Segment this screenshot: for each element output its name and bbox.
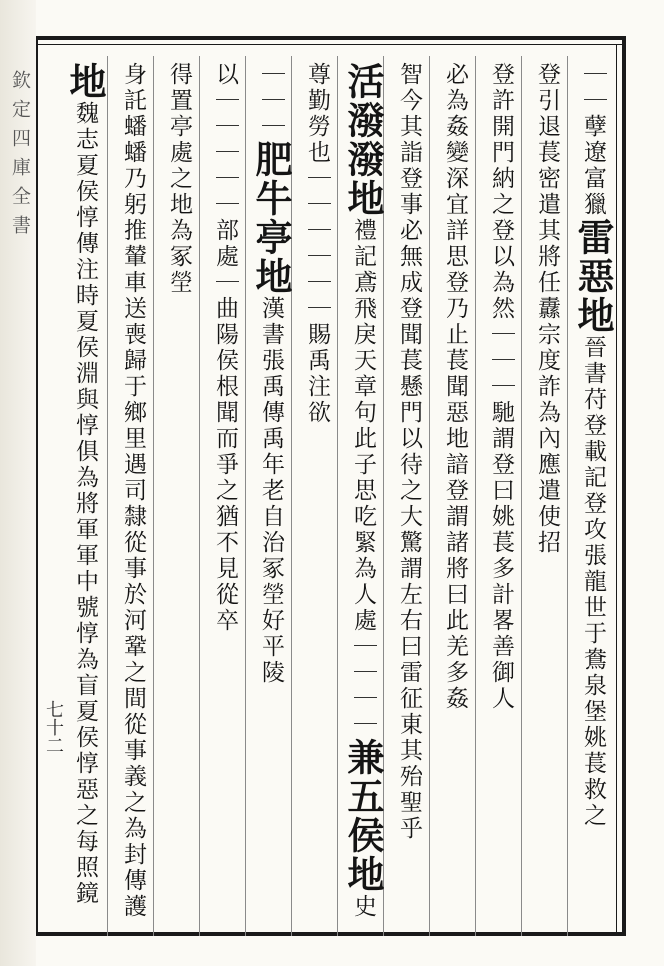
column-rule <box>107 56 108 936</box>
text-column-1 <box>571 62 615 932</box>
text-column-6 <box>341 62 385 932</box>
text-column-8 <box>249 62 293 932</box>
headword: 活潑潑地 <box>341 62 385 218</box>
column-text: 晉書苻登載記登攻張龍世于鴦泉堡姚萇救之 <box>580 335 606 829</box>
text-column-2 <box>525 62 569 932</box>
text-column-7 <box>295 62 339 932</box>
folio-number: 七十二 <box>43 700 64 754</box>
column-text: 登引退萇密遣其將任纛宗度詐為內應遣使招 <box>534 62 560 556</box>
column-text: 以｜｜｜｜｜部處｜曲陽侯根聞而爭之猶不見從卒 <box>212 62 238 634</box>
headword: 雷惡地 <box>571 218 615 335</box>
text-column-11 <box>111 62 155 932</box>
frame-right-rule <box>622 36 626 936</box>
text-column-3 <box>479 62 523 932</box>
column-text: ｜｜孽遼富獵 <box>580 62 606 218</box>
column-text: 尊勤勞也｜｜｜｜｜｜賜禹注欲 <box>304 62 330 426</box>
text-column-10 <box>157 62 201 932</box>
text-column-12 <box>63 62 107 932</box>
column-text: 身託蟠蟠乃躬推輦車送喪歸于鄉里遇司隸從事於河鞏之間從事義之為封傳護 <box>120 62 146 920</box>
column-text: 得置亭處之地為冢塋 <box>166 62 192 296</box>
column-text: 漢書張禹傳禹年老自治冢塋好平陵 <box>258 296 284 686</box>
column-text: 必為姦變深宜詳思登乃止萇聞惡地諳登謂諸將曰此羌多姦 <box>442 62 468 712</box>
frame-bottom-rule <box>36 932 626 936</box>
column-text: 禮記鳶飛戾天章句此子思吃緊為人處｜｜｜｜ <box>350 218 376 738</box>
frame-top-inner-rule <box>36 44 626 45</box>
text-column-5 <box>387 62 431 932</box>
frame-right-inner-rule <box>616 44 617 932</box>
margin-title: 欽定四庫全書 <box>9 70 31 244</box>
headword: 兼五侯地 <box>341 738 385 894</box>
column-text: 魏志夏侯惇傳注時夏侯淵與惇俱為將軍軍中號惇為盲夏侯惇惡之每照鏡 <box>72 101 98 907</box>
frame-top-rule <box>36 36 626 40</box>
column-text: 史 <box>350 894 376 920</box>
column-text: 智今其詣登事必無成登聞萇懸門以待之大驚謂左右曰雷征東其殆聖乎 <box>396 62 422 842</box>
headword: 肥牛亭地 <box>249 140 293 296</box>
headword: 地 <box>63 62 107 101</box>
column-text: 登許開門納之登以為然｜｜｜馳謂登曰姚萇多計畧善御人 <box>488 62 514 712</box>
text-column-4 <box>433 62 477 932</box>
column-text: ｜｜｜ <box>258 62 284 140</box>
frame-left-rule <box>36 36 38 936</box>
text-column-9 <box>203 62 247 932</box>
